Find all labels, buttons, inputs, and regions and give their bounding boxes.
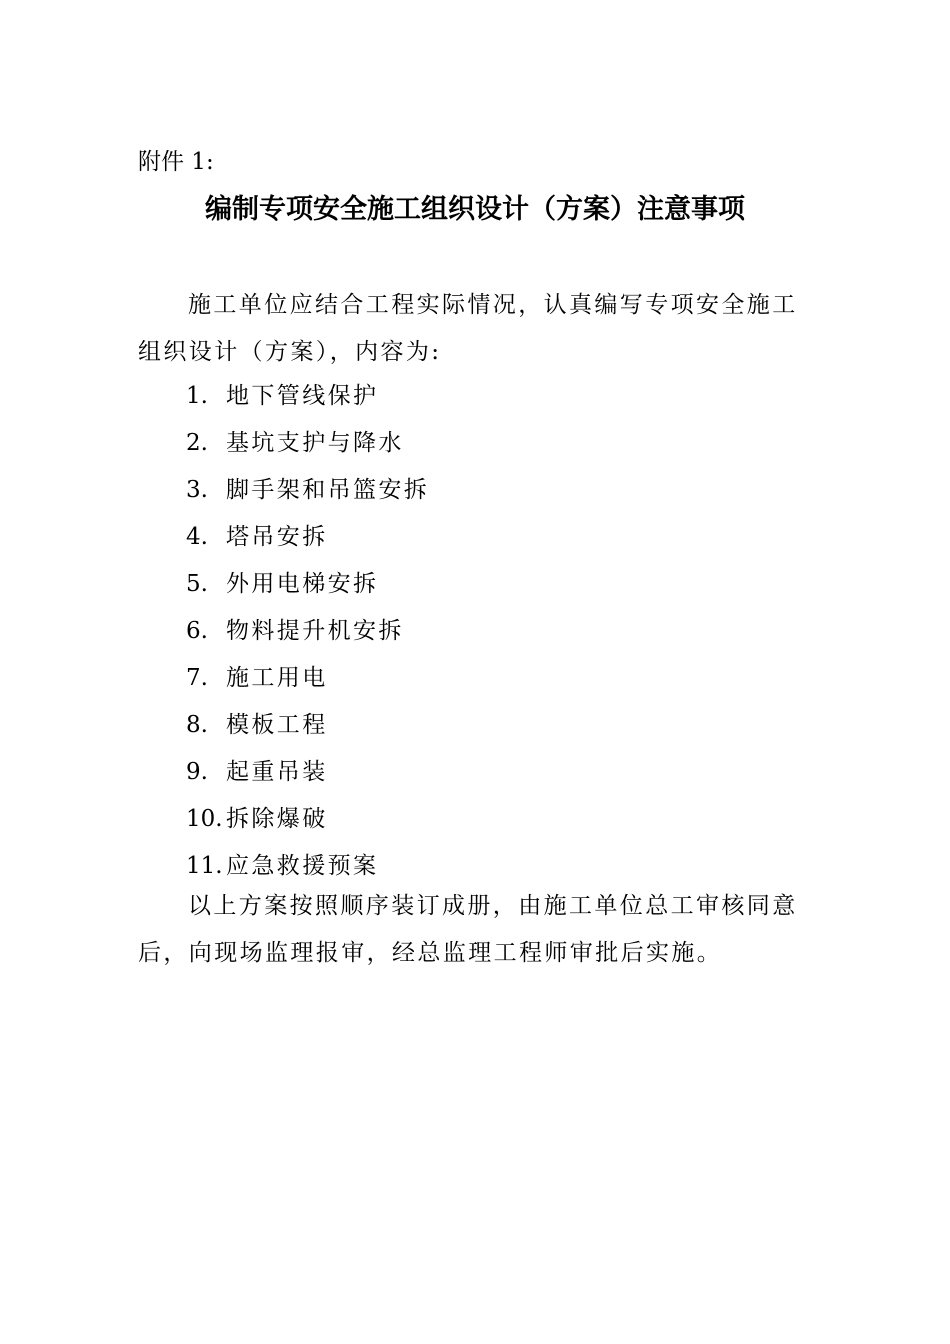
item-number: 6. [186,618,208,644]
item-number: 5. [186,571,208,597]
intro-paragraph: 施工单位应结合工程实际情况，认真编写专项安全施工组织设计（方案），内容为: [138,292,798,365]
list-item [186,749,429,796]
plan-item-list [186,373,429,890]
item-number: 7. [186,665,208,691]
item-label: 起重吊装 [226,759,328,785]
list-item [186,796,429,843]
closing-paragraph: 以上方案按照顺序装订成册，由施工单位总工审核同意后，向现场监理报审，经总监理工程师审批后实施。 [138,893,798,966]
item-label: 塔吊安拆 [226,524,328,550]
document-title: 编制专项安全施工组织设计（方案）注意事项 [205,194,745,225]
list-item [186,702,429,749]
item-number: 11. [186,853,223,879]
list-item [186,373,429,420]
item-label: 模板工程 [226,712,328,738]
item-number: 3. [186,477,208,503]
attachment-label: 附件 1: [138,149,214,175]
list-item [186,561,429,608]
item-number: 8. [186,712,208,738]
item-number: 10. [186,806,223,832]
item-label: 物料提升机安拆 [226,618,404,644]
list-item [186,608,429,655]
item-number: 4. [186,524,208,550]
list-item [186,514,429,561]
item-number: 1. [186,383,208,409]
item-number: 9. [186,759,208,785]
item-label: 应急救援预案 [226,853,379,879]
item-label: 地下管线保护 [226,383,379,409]
item-label: 基坑支护与降水 [226,430,404,456]
list-item [186,655,429,702]
list-item [186,467,429,514]
item-number: 2. [186,430,208,456]
item-label: 脚手架和吊篮安拆 [226,477,430,503]
list-item [186,420,429,467]
item-label: 施工用电 [226,665,328,691]
item-label: 外用电梯安拆 [226,571,379,597]
item-label: 拆除爆破 [226,806,328,832]
